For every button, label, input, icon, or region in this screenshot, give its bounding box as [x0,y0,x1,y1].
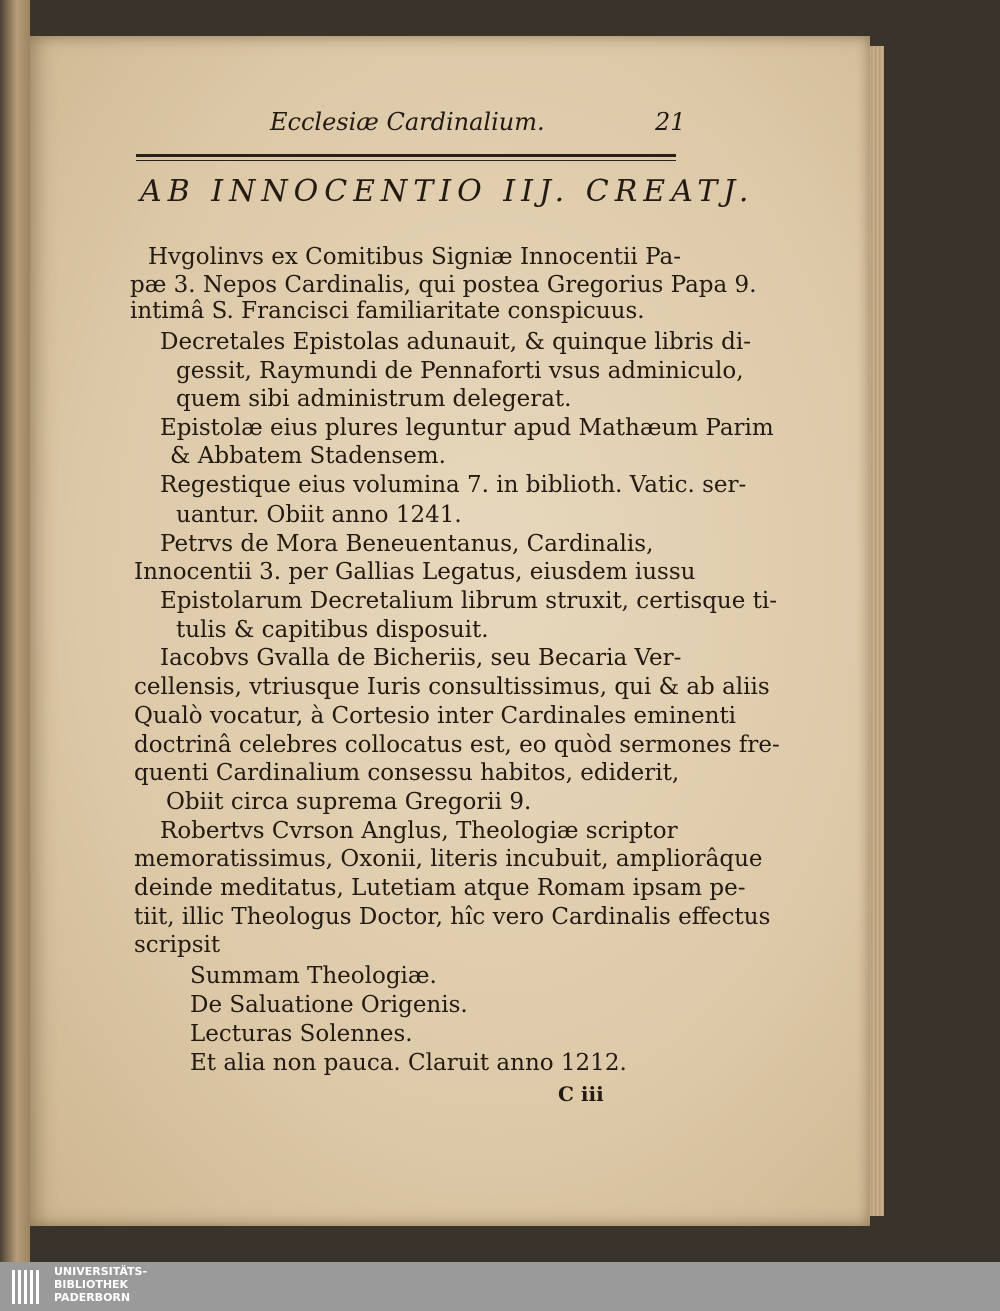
section-heading: AB INNOCENTIO IIJ. CREATJ. [140,174,755,209]
text-line: tulis & capitibus disposuit. [176,617,489,643]
signature-mark: C iii [558,1082,604,1106]
text-line: Decretales Epistolas adunauit, & quinque libris di- [160,329,752,355]
text-line: scripsit [134,932,221,958]
library-name-line: BIBLIOTHEK [54,1278,129,1291]
library-name-line: UNIVERSITÄTS- [54,1265,148,1278]
text-line: quenti Cardinalium consessu habitos, ediderit, [134,760,680,786]
running-head: Ecclesiæ Cardinalium. [270,108,545,136]
list-item: Et alia non pauca. Claruit anno 1212. [190,1050,627,1076]
library-name-line: PADERBORN [54,1291,131,1304]
text-line: Obiit circa suprema Gregorii 9. [166,789,532,815]
library-logo-icon [10,1266,46,1308]
text-line: deinde meditatus, Lutetiam atque Romam ipsam pe- [134,875,746,901]
header-rule-thin [136,160,676,161]
text-line: Innocentii 3. per Gallias Legatus, eiusdem iussu [134,559,696,585]
text-line: quem sibi administrum delegerat. [176,386,572,412]
text-line: Petrvs de Mora Beneuentanus, Cardinalis, [160,531,654,557]
list-item: Lecturas Solennes. [190,1021,413,1047]
text-line: Robertvs Cvrson Anglus, Theologiæ scriptor [160,818,678,844]
text-line: intimâ S. Francisci familiaritate conspicuus. [130,298,645,324]
library-name [54,1265,147,1304]
facing-page-edge [0,0,30,1262]
text-line: Iacobvs Gvalla de Bicheriis, seu Becaria Ver- [160,645,682,671]
text-line: tiit, illic Theologus Doctor, hîc vero Cardinalis effectus [134,904,771,930]
page-number: 21 [655,108,686,136]
text-line: gessit, Raymundi de Pennaforti vsus adminiculo, [176,358,744,384]
text-line: cellensis, vtriusque Iuris consultissimus, qui & ab aliis [134,674,770,700]
text-line: Regestique eius volumina 7. in biblioth. Vatic. ser- [160,472,747,498]
text-line: memoratissimus, Oxonii, literis incubuit, ampliorâque [134,846,763,872]
list-item: De Saluatione Origenis. [190,992,468,1018]
footer-bar [0,1262,1000,1311]
text-line: Qualò vocatur, à Cortesio inter Cardinales eminenti [134,703,737,729]
text-line: Hvgolinvs ex Comitibus Signiæ Innocentii Pa- [148,244,681,270]
list-item: Summam Theologiæ. [190,963,437,989]
text-line: uantur. Obiit anno 1241. [176,502,462,528]
text-line: Epistolæ eius plures leguntur apud Mathæum Parim [160,415,774,441]
text-line: Epistolarum Decretalium librum struxit, certisque ti- [160,588,778,614]
header-rule [136,154,676,157]
text-line: & Abbatem Stadensem. [170,443,446,469]
text-line: pæ 3. Nepos Cardinalis, qui postea Gregorius Papa 9. [130,272,757,298]
text-line: doctrinâ celebres collocatus est, eo quòd sermones fre- [134,732,780,758]
